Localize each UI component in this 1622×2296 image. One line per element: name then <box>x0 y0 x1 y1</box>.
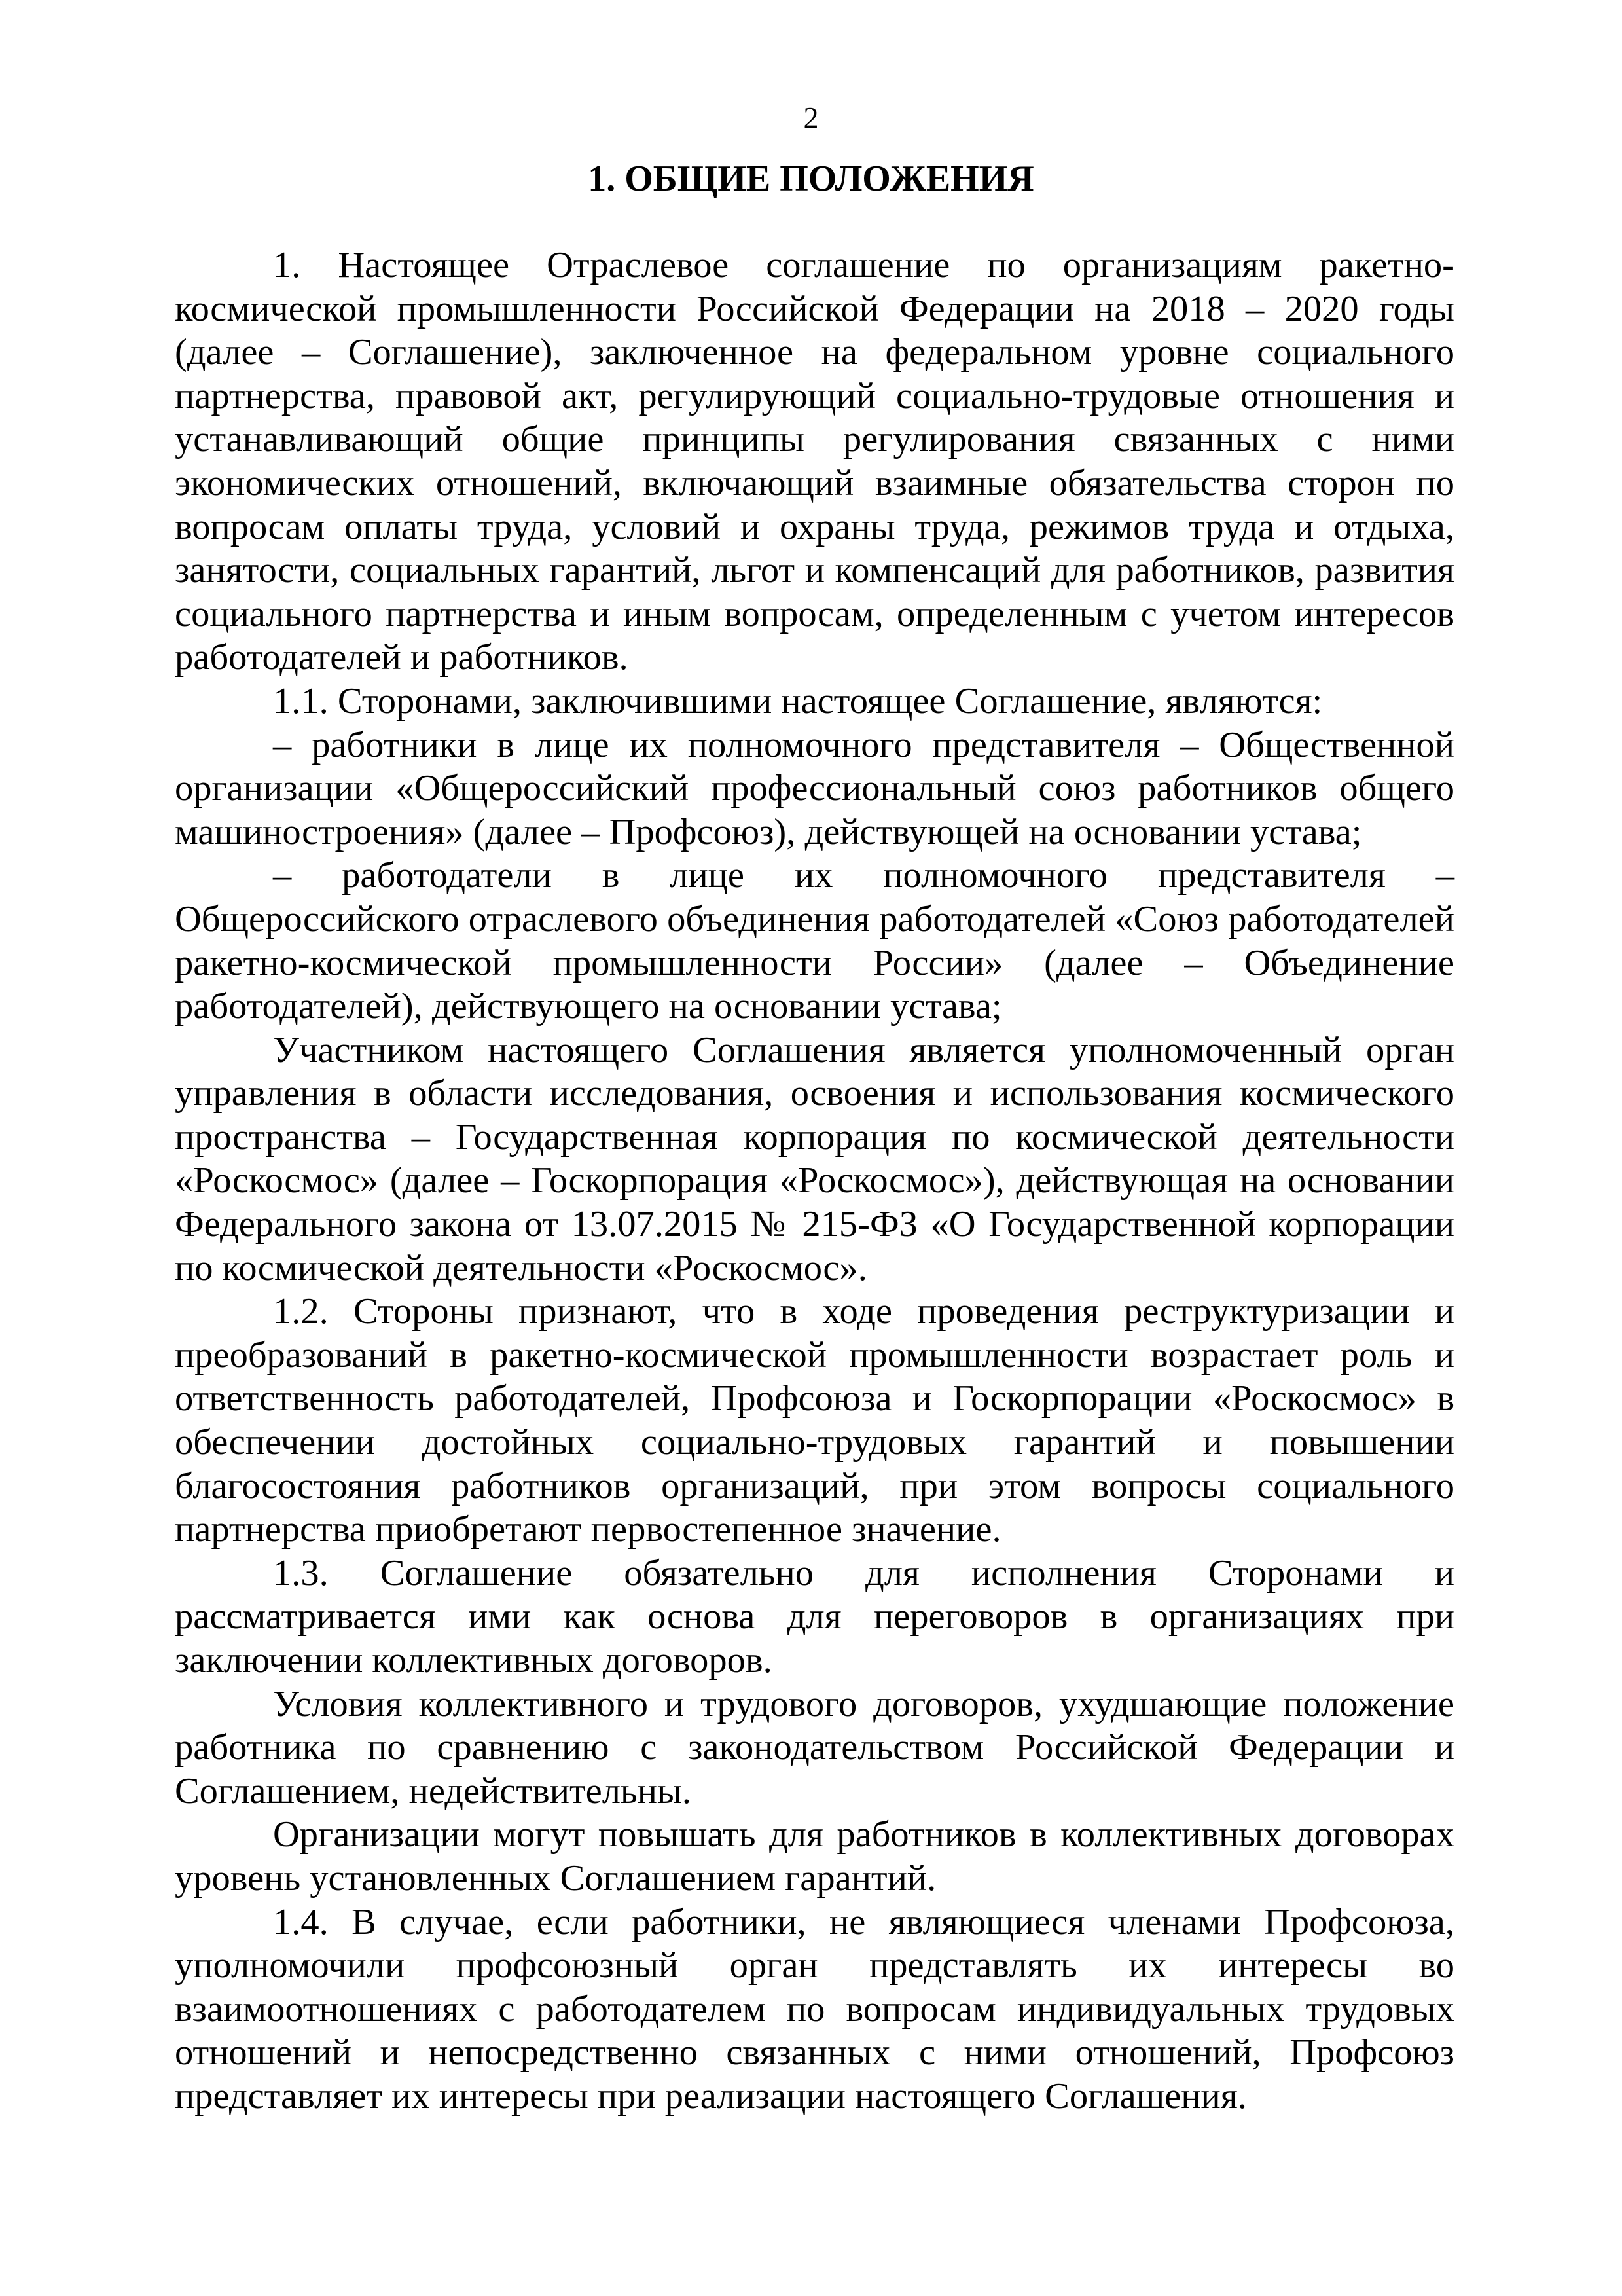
paragraph-1-2: 1.2. Стороны признают, что в ходе проведения реструктуризации и преобразований в ракетно-космической промышленности возрастает роль и ответственность работодателей, Профсоюза и Госкорпорации «Роскосмос» в обеспечении достойных социально-трудовых гарантий и повышении благосостояния работников организаций, при этом вопросы социального партнерства приобретают первостепенное значение. <box>175 1291 1454 1550</box>
paragraph-parties-workers: – работники в лице их полномочного представителя – Общественной организации «Общероссийский профессиональный союз работников общего машиностроения» (далее – Профсоюз), действующей на основании устава; <box>175 724 1454 852</box>
paragraph-parties-employers: – работодатели в лице их полномочного представителя – Общероссийского отраслевого объединения работодателей «Союз работодателей ракетно-космической промышленности России» (далее – Объединение работодателей), действующего на основании устава; <box>175 855 1454 1027</box>
page-number: 2 <box>803 101 819 134</box>
paragraph-1-1: 1.1. Сторонами, заключившими настоящее Соглашение, являются: <box>273 680 1323 721</box>
paragraph-organizations: Организации могут повышать для работников в коллективных договорах уровень установленных Соглашением гарантий. <box>175 1814 1454 1899</box>
section-title: 1. ОБЩИЕ ПОЛОЖЕНИЯ <box>588 158 1034 199</box>
paragraph-1-4: 1.4. В случае, если работники, не являющиеся членами Профсоюза, уполномочили профсоюзный орган представлять их интересы во взаимоотношениях с работодателем по вопросам индивидуальных трудовых отношений и непосредственно связанных с ними отношений, Профсоюз представляет их интересы при реализации настоящего Соглашения. <box>175 1901 1454 2117</box>
paragraph-1-3: 1.3. Соглашение обязательно для исполнения Сторонами и рассматривается ими как основа для переговоров в организациях при заключении коллективных договоров. <box>175 1552 1454 1681</box>
paragraph-1: 1. Настоящее Отраслевое соглашение по организациям ракетно-космической промышленности Российской Федерации на 2018 – 2020 годы (далее – Соглашение), заключенное на федеральном уровне социального партнерства, правовой акт, регулирующий социально-трудовые отношения и устанавливающий общие принципы регулирования связанных с ними экономических отношений, включающий взаимные обязательства сторон по вопросам оплаты труда, условий и охраны труда, режимов труда и отдыха, занятости, социальных гарантий, льгот и компенсаций для работников, развития социального партнерства и иным вопросам, определенным с учетом интересов работодателей и работников. <box>175 245 1454 678</box>
paragraph-participant: Участником настоящего Соглашения является уполномоченный орган управления в области исследования, освоения и использования космического пространства – Государственная корпорация по космической деятельности «Роскосмос» (далее – Госкорпорация «Роскосмос»), действующая на основании Федерального закона от 13.07.2015 № 215-ФЗ «О Государственной корпорации по космической деятельности «Роскосмос». <box>175 1029 1454 1288</box>
document-body <box>175 244 1454 2119</box>
paragraph-conditions: Условия коллективного и трудового договоров, ухудшающие положение работника по сравнению с законодательством Российской Федерации и Соглашением, недействительны. <box>175 1683 1454 1812</box>
